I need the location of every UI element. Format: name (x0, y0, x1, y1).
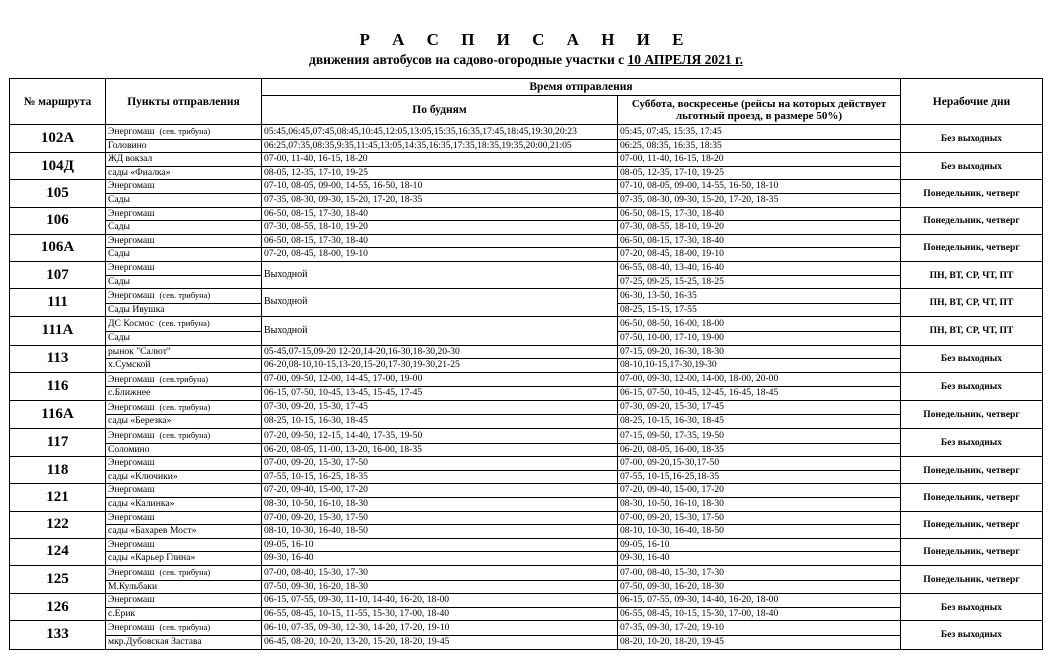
stop-name-text: Соломино (108, 443, 150, 455)
stop-note: (сев. трибуна) (159, 401, 211, 412)
stop-name (106, 180, 262, 194)
weekend-times: 07-00, 08-40, 15-30, 17-30 (618, 566, 901, 581)
table-row (10, 538, 1043, 552)
stop-name (106, 429, 262, 444)
stop-name-text: сады «Карьер Глина» (108, 552, 196, 564)
stop-name (106, 317, 262, 332)
stop-name-text: с.Ерик (108, 607, 136, 619)
table-row (10, 153, 1043, 167)
table-row (10, 621, 1043, 636)
stop-name (106, 621, 262, 636)
route-number: 111 (10, 289, 106, 317)
table-row (10, 484, 1043, 498)
weekend-times: 08-20, 10-20, 18-20, 19-45 (618, 635, 901, 649)
table-row (10, 635, 1043, 649)
stop-name (106, 552, 262, 566)
weekend-times: 07-20, 09-40, 15-00, 17-20 (618, 484, 901, 498)
off-days: Понедельник, четверг (901, 400, 1043, 428)
weekend-times: 06-55, 08-40, 13-40, 16-40 (618, 261, 901, 275)
header-route: № маршрута (10, 79, 106, 125)
weekday-times: 07-35, 08-30, 09-30, 15-20, 17-20, 18-35 (262, 193, 618, 207)
table-row (10, 234, 1043, 248)
table-row (10, 207, 1043, 221)
off-days: Без выходных (901, 594, 1043, 621)
weekend-times: 06-50, 08-15, 17-30, 18-40 (618, 207, 901, 221)
off-days: ПН, ВТ, СР, ЧТ, ПТ (901, 289, 1043, 317)
stop-note: (сев.трибуна) (159, 373, 209, 384)
weekday-times: 06-55, 08-45, 10-15, 11-55, 15-30, 17-00, 18-40 (262, 607, 618, 621)
table-row (10, 180, 1043, 194)
stop-name-text: Энергомаш (108, 538, 155, 550)
stop-note: (сев. трибуна) (159, 622, 211, 633)
stop-name-text: М.Кульбаки (108, 580, 158, 592)
subtitle-date: 10 АПРЕЛЯ 2021 г. (627, 52, 743, 67)
off-days: Без выходных (901, 429, 1043, 457)
table-row (10, 457, 1043, 471)
route-number: 125 (10, 566, 106, 594)
stop-name-text: Энергомаш (108, 261, 155, 273)
route-number: 118 (10, 457, 106, 484)
weekend-times: 07-15, 09-20, 16-30, 18-30 (618, 345, 901, 359)
stop-name-text: Сады Ивушка (108, 303, 165, 315)
off-days: Понедельник, четверг (901, 234, 1043, 261)
weekend-times: 06-15, 07-50, 10-45, 12-45, 16-45, 18-45 (618, 387, 901, 401)
weekday-times: 07-20, 09-40, 15-00, 17-20 (262, 484, 618, 498)
weekend-times: 06-50, 08-15, 17-30, 18-40 (618, 234, 901, 248)
stop-note: (сев. трибуна) (159, 430, 211, 441)
weekend-times: 06:25, 08:35, 16:35, 18:35 (618, 139, 901, 153)
table-row (10, 248, 1043, 262)
stop-name-text: сады «Калинка» (108, 498, 175, 510)
weekday-times: 07-55, 10-15, 16-25, 18-35 (262, 470, 618, 484)
off-days: Без выходных (901, 372, 1043, 400)
off-days: Без выходных (901, 345, 1043, 372)
stop-name-text: Сады (108, 221, 130, 233)
weekday-times: 06-20,08-10,10-15,13-20,15-20,17-30,19-30,21-25 (262, 359, 618, 373)
table-row (10, 387, 1043, 401)
route-number: 111А (10, 317, 106, 345)
weekend-times: 07-50, 10-00, 17-10, 19-00 (618, 331, 901, 345)
stop-name (106, 345, 262, 359)
weekend-times: 07-25, 09-25, 15-25, 18-25 (618, 275, 901, 289)
table-row (10, 580, 1043, 594)
stop-name-text: Головино (108, 139, 147, 151)
weekday-times: 08-10, 10-30, 16-40, 18-50 (262, 525, 618, 539)
weekday-times: 06-50, 08-15, 17-30, 18-40 (262, 207, 618, 221)
stop-name (106, 193, 262, 207)
weekday-times: 07-10, 08-05, 09-00, 14-55, 16-50, 18-10 (262, 180, 618, 194)
weekday-times: 08-25, 10-15, 16-30, 18-45 (262, 415, 618, 429)
stop-name (106, 359, 262, 373)
weekday-times: 06:25,07:35,08:35,9:35,11:45,13:05,14:35,16:35,17:35,18:35,19:35,20:00,21:05 (262, 139, 618, 153)
weekend-times: 07-10, 08-05, 09-00, 14-55, 16-50, 18-10 (618, 180, 901, 194)
schedule-body (10, 125, 1043, 650)
off-days: Понедельник, четверг (901, 207, 1043, 234)
weekend-times: 06-20, 08-05, 16-00, 18-35 (618, 443, 901, 457)
weekday-times: 08-30, 10-50, 16-10, 18-30 (262, 498, 618, 512)
weekend-times: 06-15, 07-55, 09-30, 14-40, 16-20, 18-00 (618, 594, 901, 608)
stop-name-text: Энергомаш (108, 401, 155, 413)
weekday-times: 08-05, 12-35, 17-10, 19-25 (262, 166, 618, 180)
table-row (10, 317, 1043, 332)
stop-name-text: сады «Ключики» (108, 470, 178, 482)
route-number: 133 (10, 621, 106, 649)
table-row (10, 552, 1043, 566)
route-number: 117 (10, 429, 106, 457)
weekend-times: 07-00, 09-20, 15-30, 17-50 (618, 511, 901, 525)
stop-name (106, 415, 262, 429)
stop-name-text: Сады (108, 275, 130, 287)
stop-name (106, 289, 262, 304)
weekday-times: 06-45, 08-20, 10-20, 13-20, 15-20, 18-20, 19-45 (262, 635, 618, 649)
table-row (10, 359, 1043, 373)
weekday-times: 09-05, 16-10 (262, 538, 618, 552)
off-days: Понедельник, четверг (901, 180, 1043, 207)
weekend-times: 08-25, 10-15, 16-30, 18-45 (618, 415, 901, 429)
weekend-times: 07-00, 09-20,15-30,17-50 (618, 457, 901, 471)
stop-name (106, 166, 262, 180)
stop-name-text: с.Ближнее (108, 387, 151, 399)
weekend-times: 05:45, 07:45, 15:35, 17:45 (618, 125, 901, 140)
stop-name (106, 125, 262, 140)
stop-name-text: Энергомаш (108, 430, 155, 442)
stop-name-text: сады «Бахарев Мост» (108, 525, 197, 537)
stop-name-text: Энергомаш (108, 622, 155, 634)
weekday-times: 07-30, 09-20, 15-30, 17-45 (262, 400, 618, 415)
weekend-times: 07-30, 09-20, 15-30, 17-45 (618, 400, 901, 415)
route-number: 106А (10, 234, 106, 261)
stop-name (106, 511, 262, 525)
header-weekdays: По будням (262, 96, 618, 125)
table-row (10, 125, 1043, 140)
off-days: ПН, ВТ, СР, ЧТ, ПТ (901, 317, 1043, 345)
stop-name (106, 234, 262, 248)
weekday-times: 06-15, 07-55, 09-30, 11-10, 14-40, 16-20, 18-00 (262, 594, 618, 608)
route-number: 107 (10, 261, 106, 288)
stop-name (106, 470, 262, 484)
weekend-times: 06-55, 08-45, 10-15, 15-30, 17-00, 18-40 (618, 607, 901, 621)
stop-name-text: Энергомаш (108, 484, 155, 496)
weekday-times: 06-20, 08-05, 11-00, 13-20, 16-00, 18-35 (262, 443, 618, 457)
weekend-times: 08-10, 10-30, 16-40, 18-50 (618, 525, 901, 539)
table-row (10, 139, 1043, 153)
stop-name-text: Энергомаш (108, 594, 155, 606)
stop-name-text: Сады (108, 193, 130, 205)
header-weekend: Суббота, воскресенье (рейсы на которых действует льготный проезд, в размере 50%) (618, 96, 901, 125)
weekday-times: 05-45,07-15,09-20 12-20,14-20,16-30,18-30,20-30 (262, 345, 618, 359)
weekend-times: 08-25, 15-15, 17-55 (618, 303, 901, 317)
off-days: Понедельник, четверг (901, 457, 1043, 484)
off-days: Без выходных (901, 153, 1043, 180)
weekday-times: 07-30, 08-55, 18-10, 19-20 (262, 221, 618, 235)
off-days: ПН, ВТ, СР, ЧТ, ПТ (901, 261, 1043, 288)
stop-name (106, 580, 262, 594)
table-row (10, 345, 1043, 359)
route-number: 113 (10, 345, 106, 372)
off-days: Без выходных (901, 621, 1043, 649)
weekday-times: 09-30, 16-40 (262, 552, 618, 566)
weekday-times: 07-20, 08-45, 18-00, 19-10 (262, 248, 618, 262)
table-row (10, 566, 1043, 581)
weekend-times: 07-30, 08-55, 18-10, 19-20 (618, 221, 901, 235)
stop-name-text: Энергомаш (108, 126, 155, 137)
stop-name-text: рынок "Салют" (108, 345, 171, 357)
header-time: Время отправления (262, 79, 901, 96)
route-number: 116 (10, 372, 106, 400)
stop-name-text: Энергомаш (108, 373, 155, 385)
stop-name-text: Сады (108, 331, 130, 343)
off-days: Понедельник, четверг (901, 511, 1043, 538)
stop-name-text: сады «Фиалка» (108, 166, 171, 178)
weekend-times: 06-30, 13-50, 16-35 (618, 289, 901, 304)
route-number: 102А (10, 125, 106, 153)
table-row (10, 498, 1043, 512)
stop-name (106, 594, 262, 608)
off-days: Понедельник, четверг (901, 484, 1043, 511)
schedule-table (9, 78, 1043, 650)
stop-name (106, 248, 262, 262)
stop-name-text: ЖД вокзал (108, 153, 153, 165)
weekday-times: 07-00, 11-40, 16-15, 18-20 (262, 153, 618, 167)
weekday-times: 05:45,06:45,07:45,08:45,10:45,12:05,13:05,15:35,16:35,17:45,18:45,19:30,20:23 (262, 125, 618, 140)
stop-note: (сев. трибуна) (159, 290, 211, 301)
table-row (10, 193, 1043, 207)
weekday-times: Выходной (262, 261, 618, 288)
stop-name (106, 607, 262, 621)
weekend-times: 07-35, 09-30, 17-20, 19-10 (618, 621, 901, 636)
table-row (10, 415, 1043, 429)
stop-name-text: Сады (108, 248, 130, 260)
weekend-times: 07-35, 08-30, 09-30, 15-20, 17-20, 18-35 (618, 193, 901, 207)
table-row (10, 525, 1043, 539)
weekday-times: 06-50, 08-15, 17-30, 18-40 (262, 234, 618, 248)
weekend-times: 07-15, 09-50, 17-35, 19-50 (618, 429, 901, 444)
weekday-times: 06-15, 07-50, 10-45, 13-45, 15-45, 17-45 (262, 387, 618, 401)
weekday-times: Выходной (262, 317, 618, 345)
stop-name (106, 498, 262, 512)
weekday-times: 07-50, 09-30, 16-20, 18-30 (262, 580, 618, 594)
stop-name (106, 331, 262, 345)
route-number: 121 (10, 484, 106, 511)
stop-name (106, 261, 262, 275)
weekday-times: 06-10, 07-35, 09-30, 12-30, 14-20, 17-20, 19-10 (262, 621, 618, 636)
stop-name-text: ДС Космос (108, 318, 154, 330)
stop-name (106, 538, 262, 552)
stop-note: (сев. трибуна) (158, 318, 210, 329)
stop-note: (сев. трибуна) (159, 126, 211, 136)
stop-name-text: сады «Березка» (108, 415, 172, 427)
stop-name (106, 525, 262, 539)
weekend-times: 08-30, 10-50, 16-10, 18-30 (618, 498, 901, 512)
stop-name-text: мкр.Дубовская Застава (108, 635, 202, 647)
weekend-times: 08-05, 12-35, 17-10, 19-25 (618, 166, 901, 180)
weekday-times: Выходной (262, 289, 618, 317)
weekday-times: 07-00, 09-20, 15-30, 17-50 (262, 511, 618, 525)
stop-name-text: Энергомаш (108, 207, 155, 219)
route-number: 105 (10, 180, 106, 207)
header-offdays: Нерабочие дни (901, 79, 1043, 125)
off-days: Понедельник, четверг (901, 566, 1043, 594)
page-subtitle (0, 52, 1052, 68)
stop-name-text: Энергомаш (108, 567, 155, 578)
weekday-times: 07-20, 09-50, 12-15, 14-40, 17-35, 19-50 (262, 429, 618, 444)
stop-name (106, 387, 262, 401)
stop-name-text: Энергомаш (108, 180, 155, 192)
table-row (10, 221, 1043, 235)
table-row (10, 470, 1043, 484)
table-row (10, 372, 1043, 387)
table-row (10, 166, 1043, 180)
route-number: 116А (10, 400, 106, 428)
weekend-times: 09-05, 16-10 (618, 538, 901, 552)
stop-name (106, 635, 262, 649)
stop-name (106, 207, 262, 221)
stop-name (106, 443, 262, 457)
weekend-times: 06-50, 08-50, 16-00, 18-00 (618, 317, 901, 332)
table-row (10, 607, 1043, 621)
table-row (10, 511, 1043, 525)
weekend-times: 07-50, 09-30, 16-20, 18-30 (618, 580, 901, 594)
weekend-times: 07-00, 11-40, 16-15, 18-20 (618, 153, 901, 167)
stop-name (106, 221, 262, 235)
route-number: 104Д (10, 153, 106, 180)
weekend-times: 07-20, 08-45, 18-00, 19-10 (618, 248, 901, 262)
table-row (10, 443, 1043, 457)
table-row (10, 261, 1043, 275)
route-number: 122 (10, 511, 106, 538)
stop-name (106, 400, 262, 415)
weekday-times: 07-00, 08-40, 15-30, 17-30 (262, 566, 618, 581)
stop-note: (сев. трибуна) (159, 567, 211, 577)
stop-name (106, 275, 262, 289)
weekend-times: 09-30, 16-40 (618, 552, 901, 566)
stop-name (106, 566, 262, 581)
off-days: Понедельник, четверг (901, 538, 1043, 565)
off-days: Без выходных (901, 125, 1043, 153)
stop-name-text: Энергомаш (108, 511, 155, 523)
table-row (10, 594, 1043, 608)
stop-name (106, 139, 262, 153)
stop-name (106, 372, 262, 387)
stop-name (106, 153, 262, 167)
weekday-times: 07-00, 09-50, 12-00, 14-45, 17-00, 19-00 (262, 372, 618, 387)
header-points: Пункты отправления (106, 79, 262, 125)
subtitle-text: движения автобусов на садово-огородные участки с (309, 52, 628, 67)
stop-name (106, 457, 262, 471)
stop-name-text: Энергомаш (108, 290, 155, 302)
stop-name (106, 484, 262, 498)
route-number: 126 (10, 594, 106, 621)
stop-name-text: Энергомаш (108, 457, 155, 469)
stop-name-text: Энергомаш (108, 234, 155, 246)
route-number: 124 (10, 538, 106, 565)
stop-name-text: х.Сумской (108, 359, 151, 371)
weekday-times: 07-00, 09-20, 15-30, 17-50 (262, 457, 618, 471)
page-title: Р А С П И С А Н И Е (359, 30, 693, 49)
weekend-times: 08-10,10-15,17-30,19-30 (618, 359, 901, 373)
route-number: 106 (10, 207, 106, 234)
table-row (10, 400, 1043, 415)
weekend-times: 07-55, 10-15,16-25,18-35 (618, 470, 901, 484)
table-row (10, 429, 1043, 444)
stop-name (106, 303, 262, 317)
table-row (10, 289, 1043, 304)
weekend-times: 07-00, 09-30, 12-00, 14-00, 18-00, 20-00 (618, 372, 901, 387)
